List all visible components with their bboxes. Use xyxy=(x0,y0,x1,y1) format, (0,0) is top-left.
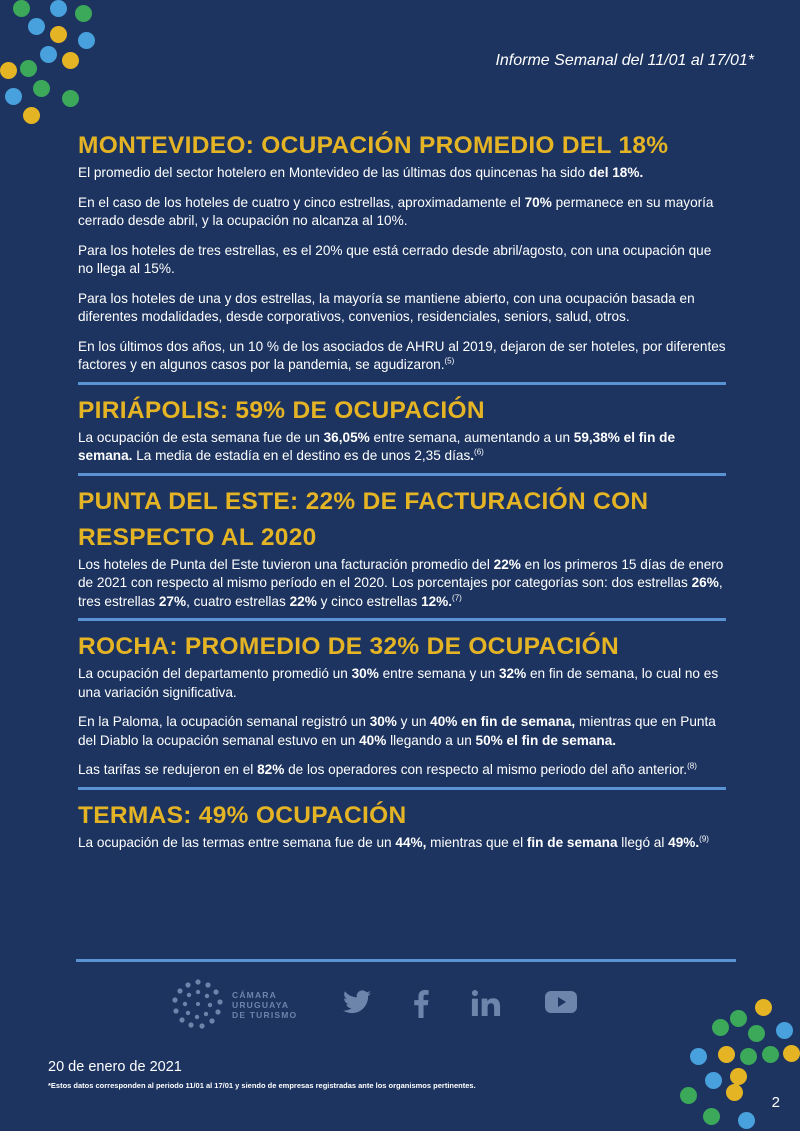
section-divider xyxy=(78,473,726,476)
termas-heading: TERMAS: 49% OCUPACIÓN xyxy=(78,801,407,829)
youtube-icon[interactable] xyxy=(545,990,577,1019)
footer-divider xyxy=(76,959,736,962)
section-divider xyxy=(78,382,726,385)
footnote: *Estos datos corresponden al periodo 11/01 al 17/01 y siendo de empresas registradas ante los organismos pertinentes. xyxy=(48,1081,476,1090)
montevideo-paragraph-1: El promedio del sector hotelero en Montevideo de las últimas dos quincenas ha sido del 18%. xyxy=(78,165,644,180)
montevideo-paragraph-3: Para los hoteles de tres estrellas, es el 20% que está cerrado desde abril/agosto, con una ocupación que no llega al 15%. xyxy=(78,242,712,276)
logo-emblem-icon xyxy=(170,978,226,1032)
linkedin-icon[interactable] xyxy=(471,990,501,1021)
montevideo-paragraph-2: En el caso de los hoteles de cuatro y cinco estrellas, aproximadamente el 70% permanece en su mayoría cerrado desde abril, y la ocupación no alcanza al 10%. xyxy=(78,194,714,228)
report-date: 20 de enero de 2021 xyxy=(48,1059,182,1075)
page-number: 2 xyxy=(771,1094,780,1111)
logo-text: CÁMARA URUGUAYA DE TURISMO xyxy=(232,990,298,1020)
section-divider xyxy=(78,618,726,621)
punta-paragraph-1: Los hoteles de Punta del Este tuvieron una facturación promedio del 22% en los primeros 15 días de enero de 2021 con respecto al mismo período en el 2020. Los porcentajes por categorías son: dos estrellas 26%, tres estrellas 27%, cuatro estrellas 22% y cinco estrellas 12%.$^{(7)}$ xyxy=(78,556,724,609)
montevideo-paragraph-5: En los últimos dos años, un 10 % de los asociados de AHRU al 2019, dejaron de ser hoteles, por diferentes factores y en algunos casos por la pandemia, se agudizaron.$^{(5)}$ xyxy=(78,338,726,372)
rocha-paragraph-2: En la Paloma, la ocupación semanal registró un 30% y un 40% en fin de semana, mientras que en Punta del Diablo la ocupación semanal estuvo en un 40% llegando a un 50% el fin de semana. xyxy=(78,714,716,748)
report-body xyxy=(78,128,726,863)
facebook-icon[interactable] xyxy=(413,990,429,1023)
piriapolis-paragraph-1: La ocupación de esta semana fue de un 36,05% entre semana, aumentando a un 59,38% el fin de semana. La media de estadía en el destino es de unos 2,35 días.$^{(6)}$ xyxy=(78,429,676,463)
rocha-paragraph-3: Las tarifas se redujeron en el 82% de los operadores con respecto al mismo periodo del año anterior.$^{(8)}$ xyxy=(78,761,697,777)
montevideo-paragraph-4: Para los hoteles de una y dos estrellas, la mayoría se mantiene abierto, con una ocupación basada en diferentes modalidades, desde corporativos, convenios, residenciales, seniors, salud, otros. xyxy=(78,290,695,324)
montevideo-heading: MONTEVIDEO: OCUPACIÓN PROMEDIO DEL 18% xyxy=(78,132,669,159)
rocha-heading: ROCHA: PROMEDIO DE 32% DE OCUPACIÓN xyxy=(78,633,619,660)
piriapolis-heading: PIRIÁPOLIS: 59% DE OCUPACIÓN xyxy=(78,396,485,424)
punta-heading: PUNTA DEL ESTE: 22% DE FACTURACIÓN CON RESPECTO AL 2020 xyxy=(78,487,649,551)
camara-uruguaya-logo xyxy=(170,978,310,1032)
section-divider xyxy=(78,787,726,790)
report-title: Informe Semanal del 11/01 al 17/01* xyxy=(495,52,754,69)
twitter-icon[interactable] xyxy=(343,990,371,1019)
rocha-paragraph-1: La ocupación del departamento promedió un 30% entre semana y un 32% en fin de semana, lo cual no es una variación significativa. xyxy=(78,666,719,700)
termas-paragraph-1: La ocupación de las termas entre semana fue de un 44%, mientras que el fin de semana llegó al 49%.$^{(9)}$ xyxy=(78,833,709,850)
